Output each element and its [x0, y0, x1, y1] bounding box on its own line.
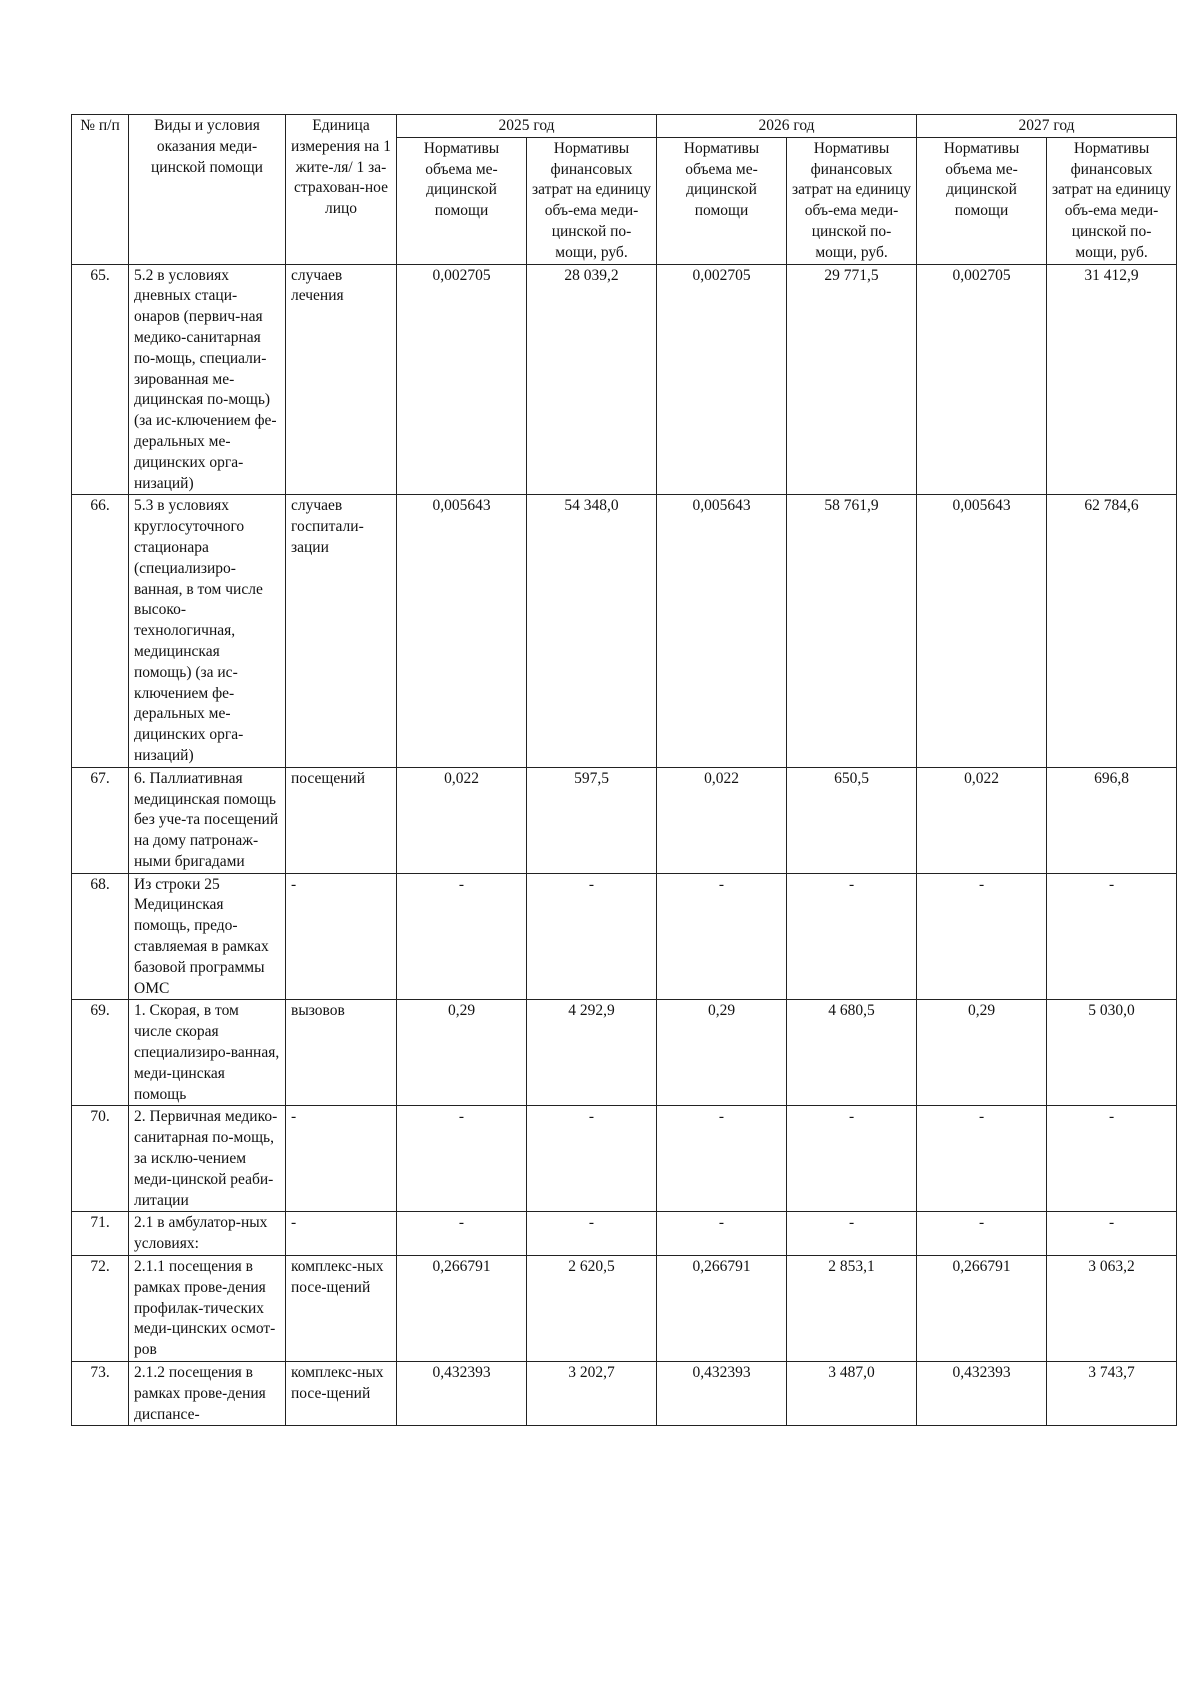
row-number: 68. [72, 873, 129, 1000]
header-volume: Нормативы объема ме-дицинской помощи [917, 137, 1047, 264]
row-volume-value: - [397, 1106, 527, 1212]
row-volume-value: 0,266791 [917, 1256, 1047, 1362]
row-volume-value: - [657, 1212, 787, 1256]
row-unit: комплекс-ных посе-щений [286, 1256, 397, 1362]
row-volume-value: 0,266791 [397, 1256, 527, 1362]
row-volume-value: 0,022 [657, 767, 787, 873]
table-row [72, 1256, 1177, 1362]
row-care-type: 2.1.2 посещения в рамках прове-дения диспансе- [129, 1362, 286, 1426]
row-number: 65. [72, 264, 129, 495]
row-number: 66. [72, 495, 129, 767]
document-page [71, 114, 1177, 1426]
row-financial-value: 4 680,5 [787, 1000, 917, 1106]
row-financial-value: - [787, 873, 917, 1000]
row-financial-value: 28 039,2 [527, 264, 657, 495]
row-financial-value: 4 292,9 [527, 1000, 657, 1106]
table-body [72, 264, 1177, 1426]
row-financial-value: - [1047, 873, 1177, 1000]
row-volume-value: 0,005643 [397, 495, 527, 767]
header-volume: Нормативы объема ме-дицинской помощи [397, 137, 527, 264]
row-volume-value: 0,022 [397, 767, 527, 873]
row-financial-value: 3 063,2 [1047, 1256, 1177, 1362]
row-financial-value: - [1047, 1212, 1177, 1256]
row-financial-value: 2 620,5 [527, 1256, 657, 1362]
table-row [72, 495, 1177, 767]
row-financial-value: 3 202,7 [527, 1362, 657, 1426]
row-financial-value: - [527, 1106, 657, 1212]
header-year-2026: 2026 год [657, 115, 917, 138]
row-care-type: 2. Первичная медико-санитарная по-мощь, за исклю-чением меди-цинской реаби-литации [129, 1106, 286, 1212]
row-care-type: 1. Скорая, в том числе скорая специализиро-ванная, меди-цинская помощь [129, 1000, 286, 1106]
row-number: 71. [72, 1212, 129, 1256]
row-unit: - [286, 1212, 397, 1256]
row-care-type: 5.2 в условиях дневных стаци-онаров (первич-ная медико-санитарная по-мощь, специали-зированная ме-дицинская по-мощь) (за ис-ключением фе-деральных ме-дицинских орга-низаций) [129, 264, 286, 495]
row-volume-value: 0,002705 [917, 264, 1047, 495]
header-financial: Нормативы финансовых затрат на единицу объ-ема меди-цинской по-мощи, руб. [787, 137, 917, 264]
row-volume-value: - [657, 873, 787, 1000]
row-financial-value: 5 030,0 [1047, 1000, 1177, 1106]
row-number: 70. [72, 1106, 129, 1212]
row-number: 72. [72, 1256, 129, 1362]
row-financial-value: 2 853,1 [787, 1256, 917, 1362]
row-volume-value: - [397, 873, 527, 1000]
row-financial-value: 3 743,7 [1047, 1362, 1177, 1426]
row-care-type: 6. Паллиативная медицинская помощь без уче-та посещений на дому патронаж-ными бригадами [129, 767, 286, 873]
row-volume-value: - [397, 1212, 527, 1256]
row-volume-value: - [917, 1212, 1047, 1256]
row-volume-value: 0,432393 [657, 1362, 787, 1426]
header-care-type: Виды и условия оказания меди-цинской помощи [129, 115, 286, 265]
row-number: 69. [72, 1000, 129, 1106]
table-row [72, 1212, 1177, 1256]
row-unit: - [286, 873, 397, 1000]
row-care-type: Из строки 25 Медицинская помощь, предо-ставляемая в рамках базовой программы ОМС [129, 873, 286, 1000]
row-volume-value: 0,29 [657, 1000, 787, 1106]
row-financial-value: 31 412,9 [1047, 264, 1177, 495]
row-volume-value: - [917, 1106, 1047, 1212]
row-financial-value: - [787, 1106, 917, 1212]
row-financial-value: 650,5 [787, 767, 917, 873]
header-financial: Нормативы финансовых затрат на единицу объ-ема меди-цинской по-мощи, руб. [527, 137, 657, 264]
row-unit: посещений [286, 767, 397, 873]
row-number: 67. [72, 767, 129, 873]
header-volume: Нормативы объема ме-дицинской помощи [657, 137, 787, 264]
table-row [72, 873, 1177, 1000]
row-volume-value: 0,29 [397, 1000, 527, 1106]
row-financial-value: 54 348,0 [527, 495, 657, 767]
table-row [72, 1106, 1177, 1212]
row-volume-value: - [917, 873, 1047, 1000]
row-financial-value: 696,8 [1047, 767, 1177, 873]
row-unit: - [286, 1106, 397, 1212]
header-year-2027: 2027 год [917, 115, 1177, 138]
row-volume-value: 0,005643 [657, 495, 787, 767]
row-volume-value: 0,432393 [397, 1362, 527, 1426]
row-financial-value: 62 784,6 [1047, 495, 1177, 767]
row-volume-value: 0,29 [917, 1000, 1047, 1106]
row-financial-value: - [787, 1212, 917, 1256]
row-volume-value: - [657, 1106, 787, 1212]
header-year-2025: 2025 год [397, 115, 657, 138]
row-volume-value: 0,022 [917, 767, 1047, 873]
row-volume-value: 0,002705 [397, 264, 527, 495]
table-header [72, 115, 1177, 265]
row-financial-value: 3 487,0 [787, 1362, 917, 1426]
row-volume-value: 0,432393 [917, 1362, 1047, 1426]
row-financial-value: - [1047, 1106, 1177, 1212]
header-unit: Единица измерения на 1 жите-ля/ 1 за-страхован-ное лицо [286, 115, 397, 265]
row-unit: вызовов [286, 1000, 397, 1106]
row-unit: случаев госпитали-зации [286, 495, 397, 767]
row-volume-value: 0,266791 [657, 1256, 787, 1362]
row-care-type: 2.1.1 посещения в рамках прове-дения профилак-тических меди-цинских осмот-ров [129, 1256, 286, 1362]
table-row [72, 1362, 1177, 1426]
table-row [72, 767, 1177, 873]
row-financial-value: 58 761,9 [787, 495, 917, 767]
row-financial-value: - [527, 1212, 657, 1256]
table-row [72, 264, 1177, 495]
row-care-type: 5.3 в условиях круглосуточного стационара (специализиро-ванная, в том числе высоко-технологичная, медицинская помощь) (за ис-ключением фе-деральных ме-дицинских орга-низаций) [129, 495, 286, 767]
row-financial-value: 29 771,5 [787, 264, 917, 495]
row-number: 73. [72, 1362, 129, 1426]
norms-table [71, 114, 1177, 1426]
table-row [72, 1000, 1177, 1106]
row-financial-value: 597,5 [527, 767, 657, 873]
header-number: № п/п [72, 115, 129, 265]
row-care-type: 2.1 в амбулатор-ных условиях: [129, 1212, 286, 1256]
row-volume-value: 0,002705 [657, 264, 787, 495]
row-unit: случаев лечения [286, 264, 397, 495]
header-financial: Нормативы финансовых затрат на единицу объ-ема меди-цинской по-мощи, руб. [1047, 137, 1177, 264]
row-financial-value: - [527, 873, 657, 1000]
row-unit: комплекс-ных посе-щений [286, 1362, 397, 1426]
row-volume-value: 0,005643 [917, 495, 1047, 767]
